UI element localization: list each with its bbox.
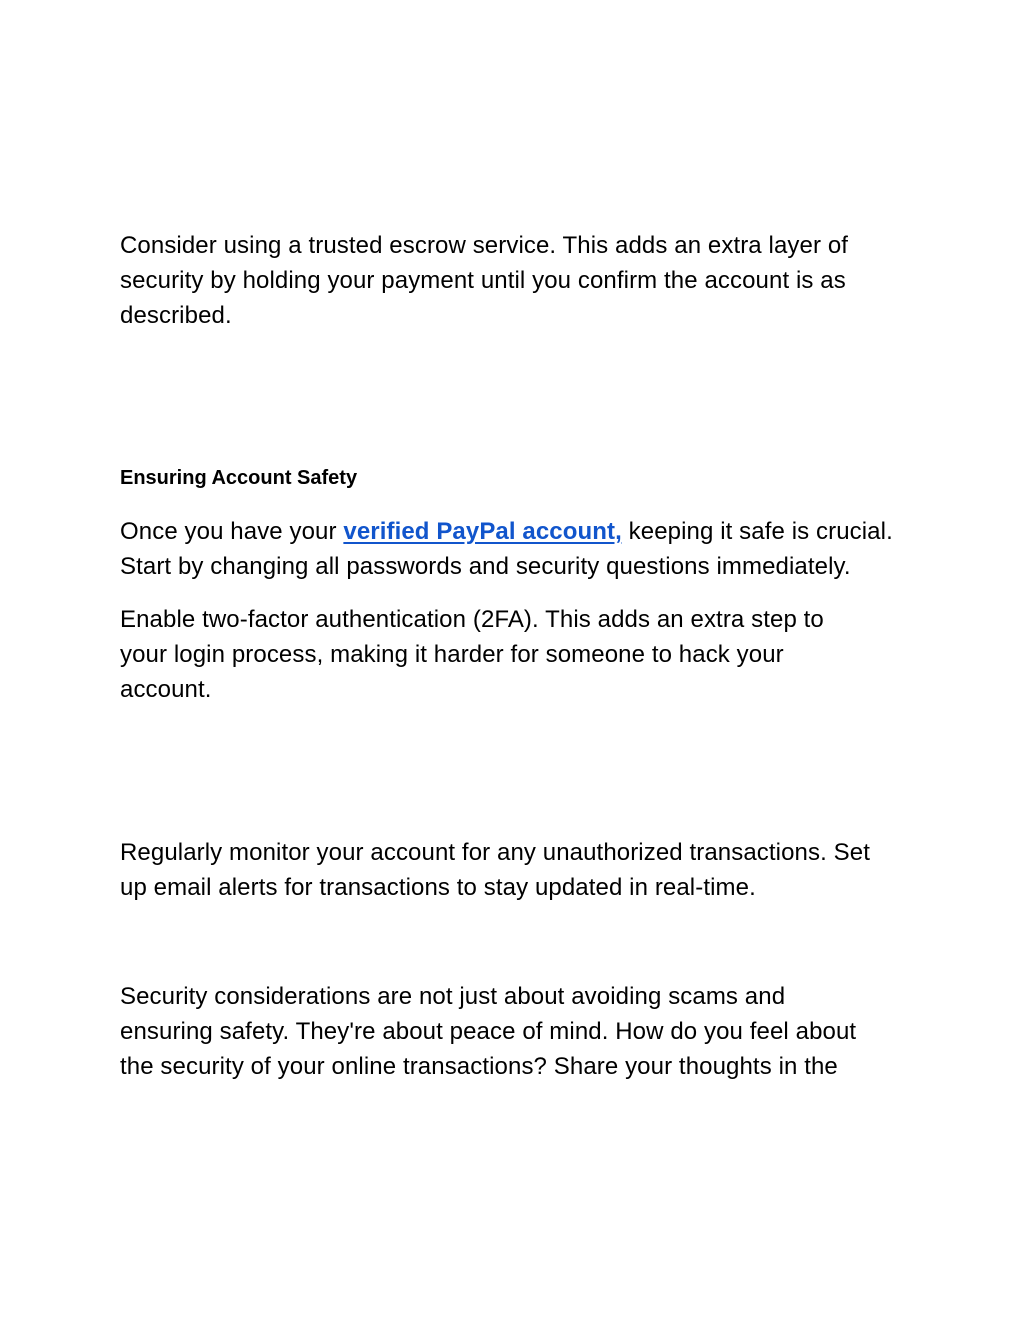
verified-paypal-account-link[interactable]: verified PayPal account, xyxy=(343,518,622,545)
paragraph-line: described. xyxy=(120,302,232,329)
paragraph-line: Regularly monitor your account for any unauthorized transactions. Set xyxy=(120,839,870,866)
paragraph-text: Once you have your xyxy=(120,518,344,545)
paragraph-verified-account xyxy=(120,514,920,584)
paragraph-line: Security considerations are not just about avoiding scams and xyxy=(120,983,786,1010)
paragraph-line: your login process, making it harder for someone to hack your xyxy=(120,641,784,668)
paragraph-escrow-service xyxy=(120,228,920,333)
paragraph-line: Enable two-factor authentication (2FA). This adds an extra step to xyxy=(120,606,824,633)
paragraph-line xyxy=(120,514,920,549)
paragraph-text: keeping it safe is crucial. xyxy=(621,518,893,545)
paragraph-line: ensuring safety. They're about peace of mind. How do you feel about xyxy=(120,1018,857,1045)
paragraph-line: security by holding your payment until you confirm the account is as xyxy=(120,267,846,294)
paragraph-line: up email alerts for transactions to stay updated in real-time. xyxy=(120,874,756,901)
paragraph-line: the security of your online transactions? Share your thoughts in the xyxy=(120,1053,838,1080)
heading-ensuring-account-safety: Ensuring Account Safety xyxy=(120,467,358,489)
paragraph-line: account. xyxy=(120,676,212,703)
paragraph-two-factor-auth xyxy=(120,602,920,707)
paragraph-security-considerations xyxy=(120,979,920,1084)
paragraph-monitor-account xyxy=(120,835,920,905)
paragraph-line: Start by changing all passwords and security questions immediately. xyxy=(120,553,851,580)
paragraph-line: Consider using a trusted escrow service. This adds an extra layer of xyxy=(120,232,849,259)
